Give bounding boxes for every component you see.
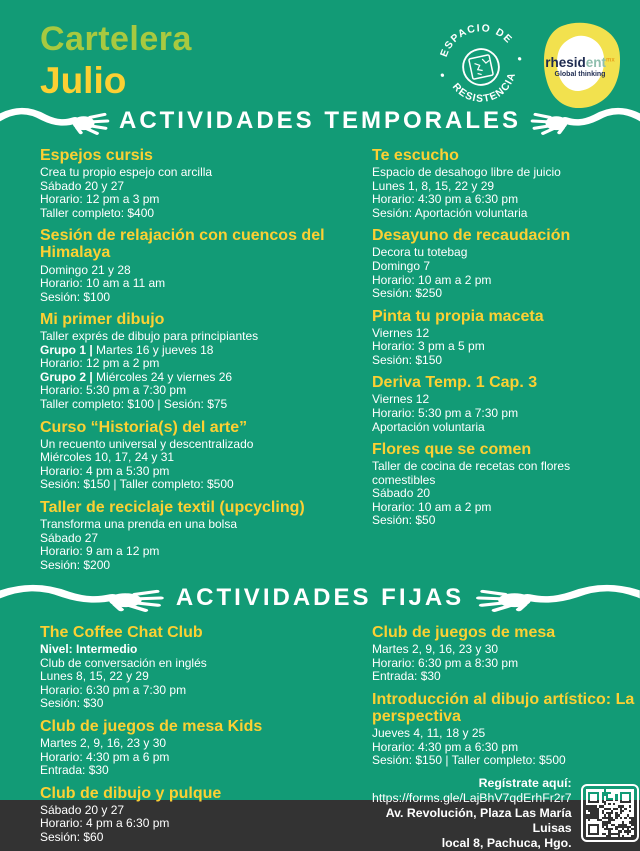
event-line: Grupo 1 | Martes 16 y jueves 18 [40, 342, 214, 357]
address-line-1: Av. Revolución, Plaza Las María Luisas [385, 805, 572, 835]
event-line: Sesión: $150 [372, 352, 443, 367]
event-title: Mi primer dibujo [40, 311, 165, 329]
event-block [372, 374, 614, 434]
event-line: Sesión: Aportación voluntaria [372, 205, 528, 220]
temporales-right-column [372, 147, 614, 579]
event-line: Sábado 20 y 27 [40, 178, 125, 193]
event-title: Te escucho [372, 147, 459, 164]
event-line: Lunes 1, 8, 15, 22 y 29 [372, 178, 495, 193]
event-line: Horario: 4:30 pm a 6:30 pm [372, 739, 519, 754]
rhesident-logo [532, 20, 628, 112]
event-line: Horario: 4:30 pm a 6 pm [40, 749, 170, 764]
event-title: Espejos cursis [40, 147, 153, 164]
event-title: Curso “Historia(s) del arte” [40, 418, 248, 436]
event-line: Viernes 12 [372, 392, 430, 407]
event-line: Lunes 8, 15, 22 y 29 [40, 669, 149, 684]
event-line: Horario: 3 pm a 5 pm [372, 339, 485, 354]
event-line: Horario: 4 pm a 6:30 pm [40, 816, 170, 831]
event-line: Sesión: $150 | Taller completo: $500 [372, 753, 566, 768]
event-line: Sábado 27 [40, 530, 99, 545]
event-block [40, 227, 340, 304]
poster-title: Cartelera [40, 20, 192, 58]
event-line: Taller exprés de dibujo para principiantes [40, 329, 259, 344]
hand-left-icon [0, 105, 114, 137]
temporales-columns [0, 145, 640, 579]
section-heading-temporales: ACTIVIDADES TEMPORALES [118, 107, 522, 134]
event-block [372, 441, 614, 528]
event-line: Jueves 4, 11, 18 y 25 [372, 726, 486, 741]
rhesident-brand-text: rhesident$^{mx}$ [545, 55, 615, 70]
event-title: Sesión de relajación con cuencos del Himalaya [40, 227, 325, 262]
event-line: Entrada: $30 [40, 763, 109, 778]
event-title: Club de juegos de mesa Kids [40, 717, 263, 735]
event-line: Horario: 5:30 pm a 7:30 pm [372, 406, 519, 420]
event-line: Miércoles 10, 17, 24 y 31 [40, 450, 175, 465]
event-line: Horario: 10 am a 11 am [40, 276, 166, 291]
event-line: Club de conversación en inglés [40, 655, 207, 670]
event-line: Nivel: Intermedio [40, 642, 138, 657]
event-line: Domingo 7 [372, 258, 431, 273]
svg-text:ESPACIO DE [434, 16, 516, 60]
section-heading-fijas: ACTIVIDADES FIJAS [175, 584, 465, 612]
header-badges [434, 20, 628, 114]
event-line: Entrada: $30 [372, 669, 441, 684]
event-line: Decora tu totebag [372, 245, 468, 260]
fijas-right-column [372, 624, 639, 851]
event-line: Horario: 9 am a 12 pm [40, 544, 160, 559]
event-line: Horario: 12 pm a 2 pm [40, 356, 160, 371]
event-line: Sábado 20 [372, 486, 431, 501]
event-line: Sesión: $100 [40, 289, 111, 304]
event-line: Aportación voluntaria [372, 419, 485, 434]
event-block [372, 227, 614, 300]
event-line: Taller completo: $400 [40, 205, 155, 220]
event-block [40, 499, 340, 572]
hand-left-icon [0, 582, 171, 614]
event-line: Crea tu propio espejo con arcilla [40, 165, 213, 180]
event-title: Club de dibujo y pulque [40, 784, 222, 802]
register-url[interactable]: https://forms.gle/LajBhV7qdErhFr2r7 [372, 790, 572, 805]
event-line: Horario: 4:30 pm a 6:30 pm [372, 192, 519, 207]
register-label: Regístrate aquí: [478, 775, 572, 790]
event-block [372, 691, 639, 768]
event-block [40, 147, 340, 220]
event-line: Horario: 10 am a 2 pm [372, 272, 492, 287]
event-line: Martes 2, 9, 16, 23 y 30 [372, 642, 499, 657]
event-line: Sesión: $60 [40, 829, 104, 844]
event-line: Grupo 2 | Miércoles 24 y viernes 26 [40, 369, 233, 384]
rhesident-tagline: Global thinking [554, 71, 606, 78]
event-title: Club de juegos de mesa [372, 624, 556, 642]
poster-month: Julio [40, 60, 127, 101]
qr-code [581, 784, 639, 842]
fijas-right-events [372, 624, 639, 768]
event-line: Martes 2, 9, 16, 23 y 30 [40, 736, 167, 751]
event-title: The Coffee Chat Club [40, 624, 203, 642]
stamp-bottom-text: RESISTENCIA [449, 70, 519, 105]
event-block [40, 624, 340, 711]
event-line: Sábado 20 y 27 [40, 802, 125, 817]
event-block [40, 718, 340, 778]
event-line: Sesión: $200 [40, 557, 111, 572]
event-block [372, 147, 614, 220]
event-line: Sesión: $50 [372, 513, 436, 528]
poster-header [0, 0, 640, 105]
event-title: Taller de reciclaje textil (upcycling) [40, 498, 305, 516]
event-title: Pinta tu propia maceta [372, 307, 544, 325]
event-line: Horario: 6:30 pm a 7:30 pm [40, 682, 187, 697]
event-block [372, 308, 614, 368]
event-line: Transforma una prenda en una bolsa [40, 516, 238, 531]
fijas-left-column [40, 624, 340, 851]
event-line: Horario: 10 am a 2 pm [372, 499, 492, 514]
event-block [40, 419, 340, 492]
resistance-stamp-icon [425, 11, 536, 122]
event-block [40, 311, 340, 411]
address-line-2: local 8, Pachuca, Hgo. [441, 835, 572, 850]
svg-text:RESISTENCIA [449, 69, 523, 111]
event-line: Un recuento universal y descentralizado [40, 436, 254, 451]
event-line: Sesión: $150 | Taller completo: $500 [40, 477, 234, 492]
event-line: Espacio de desahogo libre de juicio [372, 165, 561, 180]
event-line: Horario: 4 pm a 5:30 pm [40, 463, 170, 478]
event-line: Sesión: $30 [40, 696, 104, 711]
hand-right-icon [526, 105, 640, 137]
event-line: Domingo 21 y 28 [40, 262, 131, 277]
event-title: Deriva Temp. 1 Cap. 3 [372, 374, 538, 392]
qr-code-pattern [586, 789, 634, 837]
stamp-top-text: ESPACIO DE [438, 23, 515, 59]
section-band-fijas [0, 579, 640, 617]
event-title: Desayuno de recaudación [372, 227, 571, 245]
registration-footer [372, 776, 639, 851]
hand-right-icon [469, 582, 640, 614]
event-line: Taller completo: $100 | Sesión: $75 [40, 397, 228, 411]
event-line: Horario: 6:30 pm a 8:30 pm [372, 655, 519, 670]
temporales-left-column [40, 147, 340, 579]
event-line: Taller de cocina de recetas con flores comestibles [372, 459, 571, 487]
event-line: Horario: 5:30 pm a 7:30 pm [40, 383, 187, 398]
event-block [40, 785, 340, 845]
section-band-temporales [0, 102, 640, 140]
event-line: Horario: 12 pm a 3 pm [40, 192, 160, 207]
event-line: Sesión: $250 [372, 286, 443, 301]
event-block [372, 624, 639, 684]
fijas-columns [0, 622, 640, 851]
event-line: Viernes 12 [372, 325, 430, 340]
event-title: Flores que se comen [372, 441, 532, 459]
event-title: Introducción al dibujo artístico: La perspectiva [372, 690, 635, 725]
